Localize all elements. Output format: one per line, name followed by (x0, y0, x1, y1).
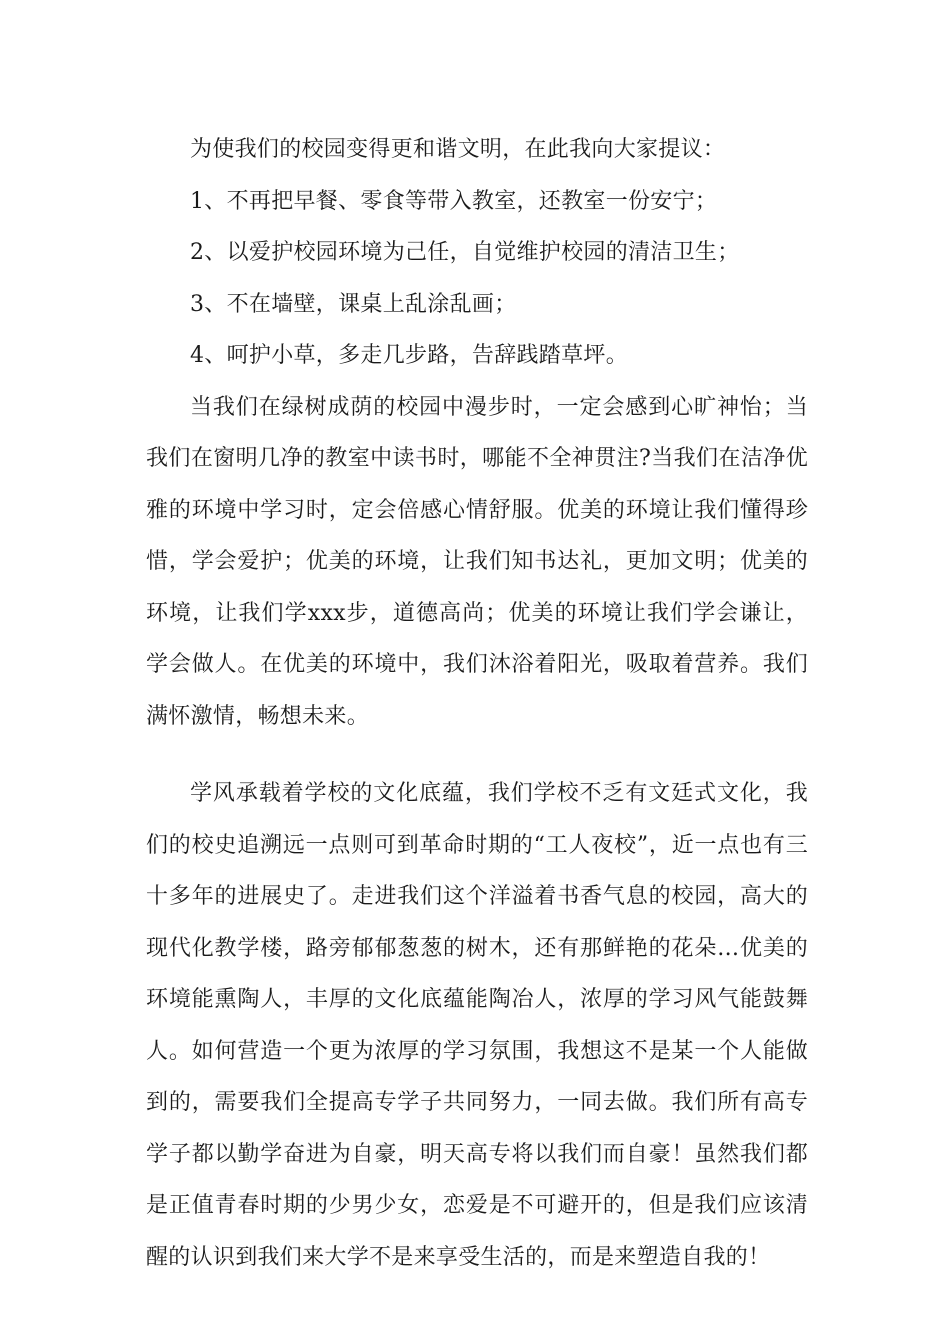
paragraph-study-style: 学风承载着学校的文化底蕴，我们学校不乏有文廷式文化，我们的校史追溯远一点则可到革命时期的“工人夜校”，近一点也有三十多年的进展史了。走进我们这个洋溢着书香气息的校园，高大的现代化教学楼，路旁郁郁葱葱的树木，还有那鲜艳的花朵…优美的环境能熏陶人，丰厚的文化底蕴能陶冶人，浓厚的学习风气能鼓舞人。如何营造一个更为浓厚的学习氛围，我想这不是某一个人能做到的，需要我们全提高专学子共同努力，一同去做。我们所有高专学子都以勤学奋进为自豪，明天高专将以我们而自豪！虽然我们都是正值青春时期的少男少女，恋爱是不可避开的，但是我们应该清醒的认识到我们来大学不是来享受生活的，而是来塑造自我的！ (146, 781, 808, 1270)
proposal-item-4: 4、呵护小草，多走几步路，告辞践踏草坪。 (190, 343, 628, 368)
proposal-item-2: 2、以爱护校园环境为己任，自觉维护校园的清洁卫生； (190, 240, 740, 265)
paragraph-intro: 为使我们的校园变得更和谐文明，在此我向大家提议： (190, 137, 726, 162)
proposal-item-1: 1、不再把早餐、零食等带入教室，还教室一份安宁； (190, 188, 718, 214)
paragraph-environment: 当我们在绿树成荫的校园中漫步时，一定会感到心旷神怡；当我们在窗明几净的教室中读书时，哪能不全神贯注?当我们在洁净优雅的环境中学习时，定会倍感心情舒服。优美的环境让我们懂得珍惜，学会爱护；优美的环境，让我们知书达礼，更加文明；优美的环境，让我们学xxx步，道德高尚；优美的环境让我们学会谦让，学会做人。在优美的环境中，我们沐浴着阳光，吸取着营养。我们满怀激情，畅想未来。 (146, 394, 808, 729)
proposal-item-3: 3、不在墙壁，课桌上乱涂乱画； (190, 291, 517, 317)
document-body (146, 124, 808, 1283)
